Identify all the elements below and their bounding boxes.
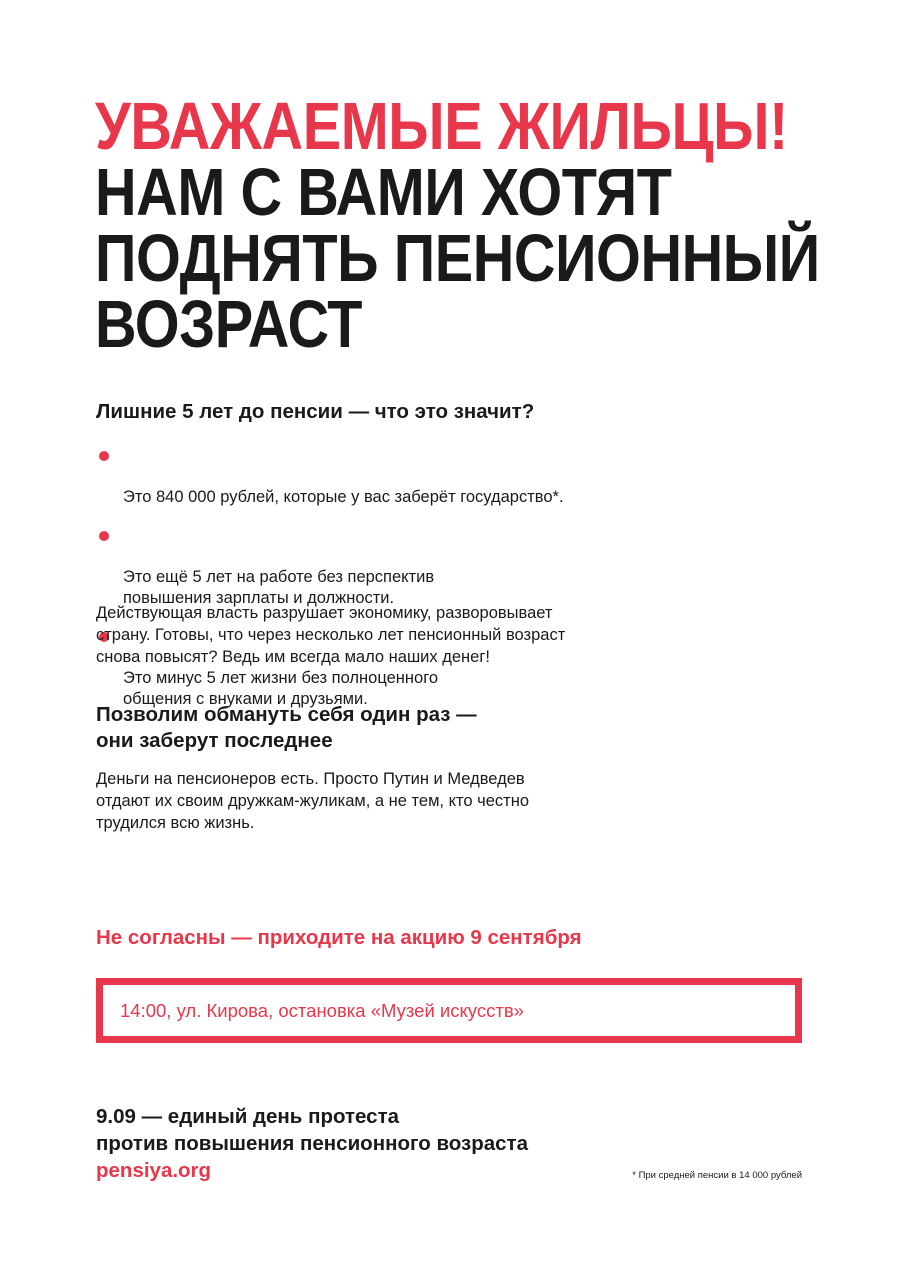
bullet-text: Это ещё 5 лет на работе без перспектив повышения зарплаты и должности. <box>123 568 435 607</box>
website-link[interactable]: pensiya.org <box>96 1159 212 1182</box>
footnote: * При средней пенсии в 14 000 рублей <box>632 1170 802 1181</box>
section-extra-years-heading: Лишние 5 лет до пенсии — что это значит? <box>96 400 535 423</box>
paragraph-government-block <box>96 602 816 668</box>
headline-line-4: ВОЗРАСТ <box>95 287 363 362</box>
paragraph-government: Действующая власть разрушает экономику, разворовывает страну. Готовы, что через несколько лет пенсионный возраст снова повысят? Ведь им всегда мало наших денег! <box>96 604 566 666</box>
list-item <box>96 525 816 609</box>
bullet-dot-icon <box>99 531 109 541</box>
bullet-dot-icon <box>99 451 109 461</box>
call-to-action-heading: Не согласны — приходите на акцию 9 сентября <box>96 926 582 949</box>
section-deception-heading-line-2: они заберут последнее <box>96 729 333 752</box>
footer-protest-subject: против повышения пенсионного возраста <box>96 1132 529 1155</box>
headline-line-2: НАМ С ВАМИ ХОТЯТ <box>95 155 672 230</box>
list-item <box>96 445 816 508</box>
footer-protest-day: 9.09 — единый день протеста <box>96 1105 400 1128</box>
section-deception <box>96 702 816 754</box>
bullet-list-block <box>96 445 816 727</box>
bullet-text: Это 840 000 рублей, которые у вас заберёт государство*. <box>123 488 564 506</box>
paragraph-money: Деньги на пенсионеров есть. Просто Путин и Медведев отдают их своим дружкам-жуликам, а не тем, кто честно трудился всю жизнь. <box>96 770 529 832</box>
section-extra-years <box>96 399 816 425</box>
bullet-list <box>96 445 816 710</box>
headline-greeting: УВАЖАЕМЫЕ ЖИЛЬЦЫ! <box>95 89 788 164</box>
headline <box>95 89 820 362</box>
event-details-text: 14:00, ул. Кирова, остановка «Музей искусств» <box>120 999 524 1021</box>
section-deception-heading-line-1: Позволим обмануть себя один раз — <box>96 703 477 726</box>
call-to-action <box>96 925 816 951</box>
headline-line-3: ПОДНЯТЬ ПЕНСИОННЫЙ <box>95 221 820 296</box>
bullet-text: Это минус 5 лет жизни без полноценного общения с внуками и друзьями. <box>123 669 439 708</box>
paragraph-money-block <box>96 768 816 834</box>
event-details-box <box>96 978 802 1043</box>
